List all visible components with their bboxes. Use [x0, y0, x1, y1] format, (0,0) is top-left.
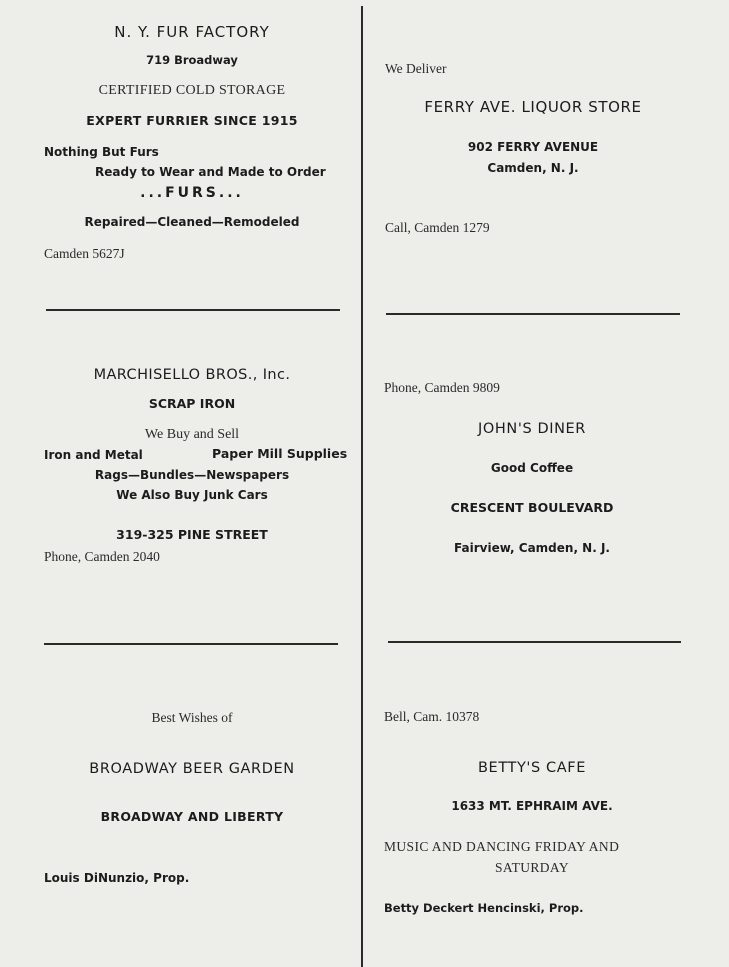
ad-line: Iron and Metal	[44, 448, 143, 462]
ad-city: Fairview, Camden, N. J.	[454, 541, 610, 555]
ad-separator	[386, 313, 680, 315]
column-divider	[361, 6, 363, 967]
ad-phone: Phone, Camden 9809	[384, 380, 500, 395]
ad-line: SATURDAY	[495, 860, 569, 875]
ad-line: Paper Mill Supplies	[212, 446, 348, 461]
ad-phone: Phone, Camden 2040	[44, 549, 160, 564]
ad-title: MARCHISELLO BROS., Inc.	[93, 367, 291, 383]
ad-address: 902 FERRY AVENUE	[467, 140, 599, 154]
ad-line: Rags—Bundles—Newspapers	[94, 468, 290, 482]
ad-address: 1633 MT. EPHRAIM AVE.	[451, 799, 613, 813]
ad-line: Good Coffee	[490, 461, 574, 475]
ad-separator	[388, 641, 681, 643]
ad-line: CRESCENT BOULEVARD	[450, 500, 614, 515]
ad-line: Nothing But Furs	[44, 145, 159, 159]
ad-line: EXPERT FURRIER SINCE 1915	[86, 113, 298, 128]
ad-line: Ready to Wear and Made to Order	[95, 165, 326, 179]
ad-prop: Louis DiNunzio, Prop.	[44, 871, 190, 885]
ad-line: CERTIFIED COLD STORAGE	[98, 83, 286, 98]
ad-address: 319-325 PINE STREET	[116, 527, 268, 542]
ad-title: JOHN'S DINER	[478, 421, 586, 437]
ad-line: BROADWAY AND LIBERTY	[100, 809, 284, 824]
ad-separator	[46, 309, 340, 311]
ad-line: Repaired—Cleaned—Remodeled	[84, 215, 300, 229]
ad-line: We Deliver	[385, 61, 447, 76]
ad-line: We Also Buy Junk Cars	[116, 488, 268, 502]
ad-line: We Buy and Sell	[144, 427, 240, 442]
ad-line: MUSIC AND DANCING FRIDAY AND	[384, 839, 620, 854]
ad-title: FERRY AVE. LIQUOR STORE	[424, 98, 642, 116]
ad-prop: Betty Deckert Hencinski, Prop.	[384, 901, 584, 915]
ad-title: BROADWAY BEER GARDEN	[89, 761, 295, 777]
ad-phone: Camden 5627J	[44, 246, 125, 261]
ad-separator	[44, 643, 338, 645]
ad-line: ...FURS...	[140, 185, 244, 201]
ad-city: Camden, N. J.	[487, 161, 579, 175]
ad-address: 719 Broadway	[146, 53, 238, 67]
ad-line: SCRAP IRON	[148, 396, 236, 411]
ad-title: N. Y. FUR FACTORY	[114, 23, 270, 41]
ad-phone: Call, Camden 1279	[385, 220, 490, 235]
ad-title: BETTY'S CAFE	[478, 760, 586, 776]
ad-phone: Bell, Cam. 10378	[384, 709, 480, 724]
ad-line: Best Wishes of	[151, 710, 233, 725]
